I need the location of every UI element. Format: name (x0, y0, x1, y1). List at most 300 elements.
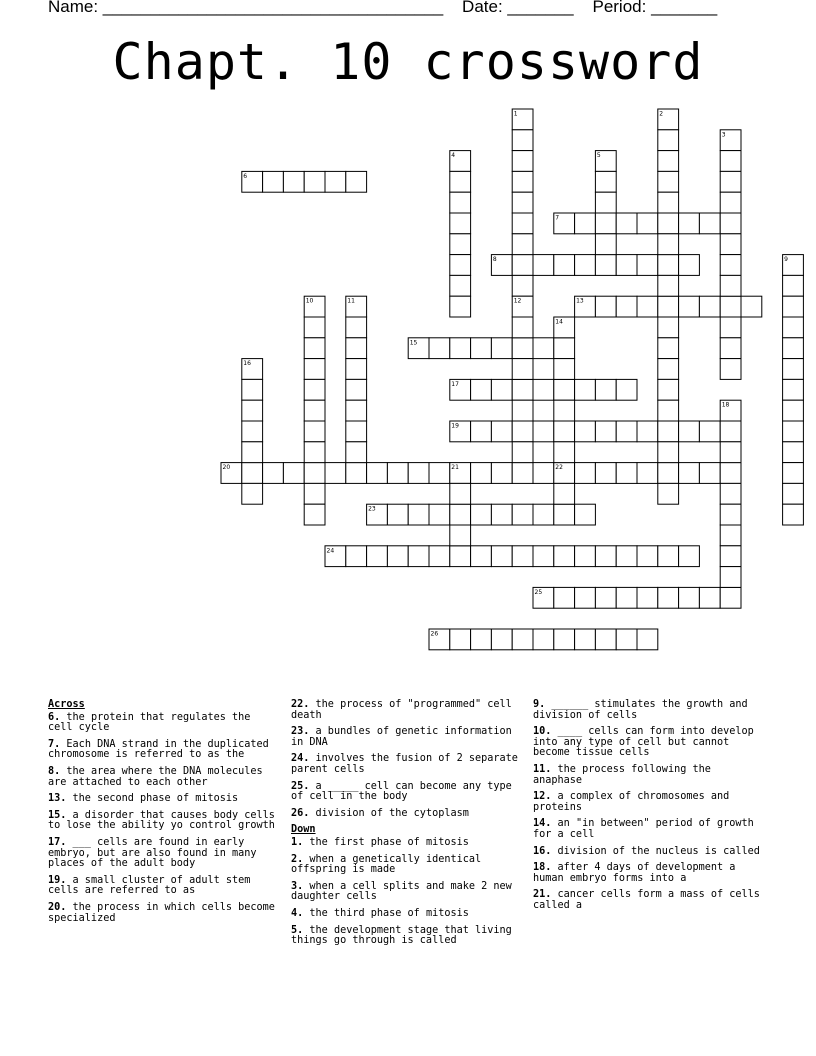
grid-cell[interactable] (471, 546, 492, 567)
cell-number: 3 (721, 131, 726, 139)
clue-text: ____ cells can form into develop into any type of cell but cannot become tissue cells (533, 726, 754, 759)
grid-cell[interactable] (720, 151, 741, 172)
grid-cell[interactable] (637, 463, 658, 484)
clue-number: 17. (48, 836, 67, 848)
grid-cell[interactable] (783, 275, 804, 296)
clue-text: an "in between" period of growth for a cell (533, 818, 754, 840)
grid-cell[interactable] (741, 296, 762, 317)
grid-cell[interactable] (533, 338, 554, 359)
clue-number: 11. (533, 763, 552, 775)
clues-column-2 (291, 700, 523, 953)
grid-cell[interactable] (575, 463, 596, 484)
grid-cell[interactable] (512, 317, 533, 338)
grid-cell[interactable] (637, 255, 658, 276)
grid-cell[interactable] (595, 379, 616, 400)
clue-item (533, 765, 765, 786)
cell-number: 7 (555, 214, 560, 222)
grid-cell[interactable] (242, 463, 263, 484)
cell-number: 18 (721, 401, 730, 409)
grid-cell[interactable] (575, 213, 596, 234)
grid-cell[interactable] (387, 463, 408, 484)
grid-cell[interactable] (575, 379, 596, 400)
clue-number: 9. (533, 699, 546, 710)
grid-cell[interactable] (304, 400, 325, 421)
grid-cell[interactable] (304, 171, 325, 192)
grid-cell[interactable] (554, 483, 575, 504)
grid-cell[interactable] (471, 338, 492, 359)
grid-cell[interactable] (304, 504, 325, 525)
clue-text: the process of "programmed" cell death (291, 699, 512, 721)
grid-cell[interactable] (595, 296, 616, 317)
grid-cell[interactable] (533, 463, 554, 484)
clue-number: 21. (533, 889, 552, 901)
clue-item (48, 811, 280, 832)
clue-text: the second phase of mitosis (66, 793, 239, 805)
grid-cell[interactable] (512, 442, 533, 463)
cell-number: 1 (513, 110, 518, 118)
cell-number: 16 (243, 360, 251, 368)
cell-number: 13 (576, 297, 584, 305)
grid-cell[interactable] (658, 463, 679, 484)
grid-cell[interactable] (450, 338, 471, 359)
grid-cell[interactable] (783, 379, 804, 400)
grid-cell[interactable] (595, 587, 616, 608)
grid-cell[interactable] (450, 171, 471, 192)
grid-cell[interactable] (346, 338, 367, 359)
clue-number: 7. (48, 738, 61, 750)
grid-cell[interactable] (242, 400, 263, 421)
clue-number: 15. (48, 809, 67, 821)
clue-text: a bundles of genetic information in DNA (291, 726, 512, 748)
grid-cell[interactable] (304, 421, 325, 442)
grid-cell[interactable] (637, 213, 658, 234)
grid-cell[interactable] (450, 629, 471, 650)
clue-text: ______ stimulates the growth and division of cells (533, 699, 748, 721)
clue-item (48, 713, 280, 734)
cell-number: 15 (409, 339, 418, 347)
grid-cell[interactable] (304, 379, 325, 400)
grid-cell[interactable] (512, 463, 533, 484)
grid-cell[interactable] (720, 442, 741, 463)
grid-cell[interactable] (263, 171, 284, 192)
grid-cell[interactable] (720, 255, 741, 276)
grid-cell[interactable] (699, 587, 720, 608)
grid-cell[interactable] (533, 504, 554, 525)
clue-text: the process following the anaphase (533, 763, 711, 786)
clues-column-1 (48, 700, 280, 930)
grid-cell[interactable] (595, 421, 616, 442)
grid-cell[interactable] (408, 546, 429, 567)
grid-cell[interactable] (595, 463, 616, 484)
clue-number: 8. (48, 765, 61, 777)
grid-cell[interactable] (783, 442, 804, 463)
grid-cell[interactable] (699, 421, 720, 442)
grid-cell[interactable] (595, 192, 616, 213)
cell-number: 17 (451, 380, 459, 388)
grid-cell[interactable] (242, 379, 263, 400)
grid-cell[interactable] (658, 255, 679, 276)
grid-cell[interactable] (616, 379, 637, 400)
grid-cell[interactable] (387, 546, 408, 567)
clue-item (48, 838, 280, 870)
grid-cell[interactable] (679, 296, 700, 317)
cell-number: 21 (451, 464, 459, 472)
grid-cell[interactable] (616, 421, 637, 442)
grid-cell[interactable] (491, 504, 512, 525)
clue-item (48, 876, 280, 897)
clue-text: Each DNA strand in the duplicated chromosome is referred to as the (48, 738, 269, 761)
grid-cell[interactable] (346, 442, 367, 463)
grid-cell[interactable] (346, 171, 367, 192)
clue-text: cancer cells form a mass of cells called a (533, 889, 760, 911)
grid-cell[interactable] (783, 483, 804, 504)
clue-text: the third phase of mitosis (303, 907, 469, 919)
clue-item (291, 700, 523, 721)
clue-item (291, 838, 523, 849)
grid-cell[interactable] (450, 504, 471, 525)
grid-cell[interactable] (471, 379, 492, 400)
grid-cell[interactable] (554, 587, 575, 608)
grid-cell[interactable] (699, 463, 720, 484)
grid-cell[interactable] (512, 359, 533, 380)
clue-number: 19. (48, 874, 67, 886)
grid-cell[interactable] (720, 296, 741, 317)
grid-cell[interactable] (658, 213, 679, 234)
grid-cell[interactable] (533, 546, 554, 567)
grid-cell[interactable] (533, 629, 554, 650)
cell-number: 14 (555, 318, 563, 326)
grid-cell[interactable] (512, 546, 533, 567)
grid-cell[interactable] (658, 338, 679, 359)
grid-cell[interactable] (554, 359, 575, 380)
grid-cell[interactable] (471, 421, 492, 442)
grid-cell[interactable] (242, 483, 263, 504)
grid-cell[interactable] (242, 421, 263, 442)
grid-cell[interactable] (658, 379, 679, 400)
clue-number: 1. (291, 836, 304, 848)
grid-cell[interactable] (554, 255, 575, 276)
clue-text: division of the cytoplasm (309, 807, 469, 819)
clue-item (291, 926, 523, 947)
grid-cell[interactable] (450, 234, 471, 255)
grid-cell[interactable] (658, 171, 679, 192)
grid-cell[interactable] (616, 255, 637, 276)
clue-text: when a cell splits and make 2 new daughter cells (291, 880, 512, 903)
grid-cell[interactable] (554, 338, 575, 359)
grid-cell[interactable] (346, 359, 367, 380)
grid-cell[interactable] (450, 546, 471, 567)
grid-cell[interactable] (699, 213, 720, 234)
grid-cell[interactable] (512, 338, 533, 359)
grid-cell[interactable] (658, 442, 679, 463)
grid-cell[interactable] (512, 504, 533, 525)
grid-cell[interactable] (783, 421, 804, 442)
grid-cell[interactable] (616, 546, 637, 567)
grid-cell[interactable] (575, 629, 596, 650)
grid-cell[interactable] (367, 546, 388, 567)
grid-cell[interactable] (637, 587, 658, 608)
grid-cell[interactable] (783, 338, 804, 359)
clue-number: 2. (291, 853, 304, 865)
grid-cell[interactable] (304, 338, 325, 359)
grid-cell[interactable] (658, 587, 679, 608)
clue-text: a small cluster of adult stem cells are referred to as (48, 874, 251, 897)
grid-cell[interactable] (783, 504, 804, 525)
grid-cell[interactable] (450, 275, 471, 296)
grid-cell[interactable] (658, 317, 679, 338)
grid-cell[interactable] (512, 151, 533, 172)
grid-cell[interactable] (679, 463, 700, 484)
cell-number: 19 (451, 422, 459, 430)
grid-cell[interactable] (720, 483, 741, 504)
grid-cell[interactable] (346, 400, 367, 421)
grid-cell[interactable] (658, 130, 679, 151)
grid-cell[interactable] (575, 546, 596, 567)
grid-cell[interactable] (575, 504, 596, 525)
grid-cell[interactable] (554, 546, 575, 567)
clue-number: 12. (533, 791, 552, 803)
grid-cell[interactable] (491, 629, 512, 650)
grid-cell[interactable] (512, 379, 533, 400)
grid-cell[interactable] (450, 213, 471, 234)
grid-cell[interactable] (304, 442, 325, 463)
grid-cell[interactable] (616, 296, 637, 317)
clue-item (291, 809, 523, 820)
cell-number: 24 (326, 547, 335, 555)
grid-cell[interactable] (658, 234, 679, 255)
grid-cell[interactable] (783, 400, 804, 421)
cell-number: 6 (243, 172, 248, 180)
grid-cell[interactable] (720, 525, 741, 546)
grid-cell[interactable] (595, 255, 616, 276)
grid-cell[interactable] (575, 587, 596, 608)
grid-cell[interactable] (491, 421, 512, 442)
grid-cell[interactable] (699, 296, 720, 317)
grid-cell[interactable] (512, 130, 533, 151)
clue-number: 5. (291, 924, 304, 936)
grid-cell[interactable] (554, 504, 575, 525)
grid-cell[interactable] (346, 421, 367, 442)
grid-cell[interactable] (491, 338, 512, 359)
grid-cell[interactable] (429, 463, 450, 484)
clue-text: after 4 days of development a human embryo forms into a (533, 862, 736, 884)
grid-cell[interactable] (554, 421, 575, 442)
grid-cell[interactable] (304, 317, 325, 338)
clue-number: 20. (48, 901, 67, 913)
grid-cell[interactable] (512, 192, 533, 213)
grid-cell[interactable] (637, 421, 658, 442)
grid-cell[interactable] (720, 338, 741, 359)
grid-cell[interactable] (658, 546, 679, 567)
grid-cell[interactable] (720, 567, 741, 588)
clue-number: 13. (48, 793, 67, 805)
grid-cell[interactable] (783, 296, 804, 317)
clue-item (291, 782, 523, 803)
grid-cell[interactable] (512, 421, 533, 442)
clue-text: the process in which cells become specialized (48, 901, 275, 924)
grid-cell[interactable] (783, 463, 804, 484)
grid-cell[interactable] (720, 587, 741, 608)
grid-cell[interactable] (554, 629, 575, 650)
clue-number: 23. (291, 726, 310, 738)
grid-cell[interactable] (679, 213, 700, 234)
grid-cell[interactable] (616, 213, 637, 234)
clue-number: 6. (48, 711, 61, 723)
grid-cell[interactable] (554, 442, 575, 463)
clues-column-3 (533, 700, 765, 918)
grid-cell[interactable] (720, 421, 741, 442)
grid-cell[interactable] (595, 213, 616, 234)
grid-cell[interactable] (533, 421, 554, 442)
cell-number: 12 (513, 297, 522, 305)
grid-cell[interactable] (720, 359, 741, 380)
grid-cell[interactable] (512, 234, 533, 255)
grid-cell[interactable] (554, 400, 575, 421)
grid-cell[interactable] (616, 463, 637, 484)
clue-text: when a genetically identical offspring is made (291, 853, 482, 876)
clue-number: 18. (533, 862, 552, 874)
grid-cell[interactable] (367, 463, 388, 484)
grid-cell[interactable] (637, 546, 658, 567)
clue-number: 16. (533, 845, 552, 857)
grid-cell[interactable] (658, 192, 679, 213)
grid-cell[interactable] (720, 317, 741, 338)
grid-cell[interactable] (408, 504, 429, 525)
grid-cell[interactable] (346, 379, 367, 400)
grid-cell[interactable] (346, 546, 367, 567)
grid-cell[interactable] (512, 629, 533, 650)
grid-cell[interactable] (471, 504, 492, 525)
grid-cell[interactable] (616, 587, 637, 608)
grid-cell[interactable] (720, 171, 741, 192)
grid-cell[interactable] (304, 483, 325, 504)
clue-number: 25. (291, 780, 310, 792)
grid-cell[interactable] (720, 463, 741, 484)
grid-cell[interactable] (575, 255, 596, 276)
grid-cell[interactable] (554, 379, 575, 400)
grid-cell[interactable] (512, 213, 533, 234)
clue-item (48, 767, 280, 788)
grid-cell[interactable] (595, 629, 616, 650)
cell-number: 4 (451, 152, 456, 160)
grid-cell[interactable] (595, 171, 616, 192)
grid-cell[interactable] (720, 504, 741, 525)
cell-number: 9 (784, 256, 788, 264)
grid-cell[interactable] (783, 317, 804, 338)
grid-cell[interactable] (471, 463, 492, 484)
clue-item (48, 794, 280, 805)
grid-cell[interactable] (595, 546, 616, 567)
grid-cell[interactable] (304, 463, 325, 484)
clue-item (291, 882, 523, 903)
grid-cell[interactable] (616, 629, 637, 650)
grid-cell[interactable] (491, 546, 512, 567)
grid-cell[interactable] (679, 421, 700, 442)
grid-cell[interactable] (679, 255, 700, 276)
clue-item (291, 727, 523, 748)
grid-cell[interactable] (325, 463, 346, 484)
grid-cell[interactable] (679, 546, 700, 567)
clue-item (533, 700, 765, 721)
grid-cell[interactable] (658, 400, 679, 421)
clue-number: 3. (291, 880, 304, 892)
grid-cell[interactable] (658, 275, 679, 296)
grid-cell[interactable] (512, 275, 533, 296)
grid-cell[interactable] (533, 255, 554, 276)
clue-item (533, 792, 765, 813)
clue-text: division of the nucleus is called (551, 845, 760, 857)
grid-cell[interactable] (283, 171, 304, 192)
clue-text: the protein that regulates the cell cycle (48, 711, 251, 734)
grid-cell[interactable] (658, 421, 679, 442)
grid-cell[interactable] (242, 442, 263, 463)
clue-text: the development stage that living things go through is called (291, 924, 512, 947)
grid-cell[interactable] (658, 296, 679, 317)
grid-cell[interactable] (450, 296, 471, 317)
grid-cell[interactable] (679, 587, 700, 608)
grid-cell[interactable] (512, 255, 533, 276)
grid-cell[interactable] (658, 151, 679, 172)
grid-cell[interactable] (429, 546, 450, 567)
grid-cell[interactable] (450, 192, 471, 213)
grid-cell[interactable] (304, 359, 325, 380)
grid-cell[interactable] (720, 213, 741, 234)
page-title: Chapt. 10 crossword (112, 33, 704, 91)
grid-cell[interactable] (346, 317, 367, 338)
grid-cell[interactable] (408, 463, 429, 484)
grid-cell[interactable] (533, 379, 554, 400)
clue-text: the area where the DNA molecules are attached to each other (48, 765, 263, 788)
grid-cell[interactable] (491, 379, 512, 400)
grid-cell[interactable] (512, 171, 533, 192)
clue-item (533, 863, 765, 884)
cell-number: 22 (555, 464, 563, 472)
clue-item (533, 727, 765, 759)
cell-number: 20 (222, 464, 231, 472)
grid-cell[interactable] (637, 629, 658, 650)
grid-cell[interactable] (450, 483, 471, 504)
grid-cell[interactable] (325, 171, 346, 192)
grid-cell[interactable] (595, 234, 616, 255)
grid-cell[interactable] (512, 400, 533, 421)
grid-cell[interactable] (720, 192, 741, 213)
grid-cell[interactable] (575, 421, 596, 442)
grid-cell[interactable] (450, 525, 471, 546)
grid-cell[interactable] (387, 504, 408, 525)
clue-number: 24. (291, 753, 310, 765)
grid-cell[interactable] (720, 275, 741, 296)
grid-cell[interactable] (346, 463, 367, 484)
grid-cell[interactable] (491, 463, 512, 484)
clue-item (533, 847, 765, 858)
grid-cell[interactable] (720, 546, 741, 567)
grid-cell[interactable] (450, 255, 471, 276)
grid-cell[interactable] (263, 463, 284, 484)
grid-cell[interactable] (637, 296, 658, 317)
grid-cell[interactable] (283, 463, 304, 484)
clue-number: 14. (533, 818, 552, 830)
clue-text: a disorder that causes body cells to lose the ability yo control growth (48, 809, 275, 832)
grid-cell[interactable] (658, 483, 679, 504)
grid-cell[interactable] (429, 338, 450, 359)
grid-cell[interactable] (471, 629, 492, 650)
grid-cell[interactable] (783, 359, 804, 380)
across-heading: Across (48, 699, 85, 710)
cell-number: 11 (347, 297, 355, 305)
grid-cell[interactable] (658, 359, 679, 380)
grid-cell[interactable] (720, 234, 741, 255)
grid-cell[interactable] (429, 504, 450, 525)
